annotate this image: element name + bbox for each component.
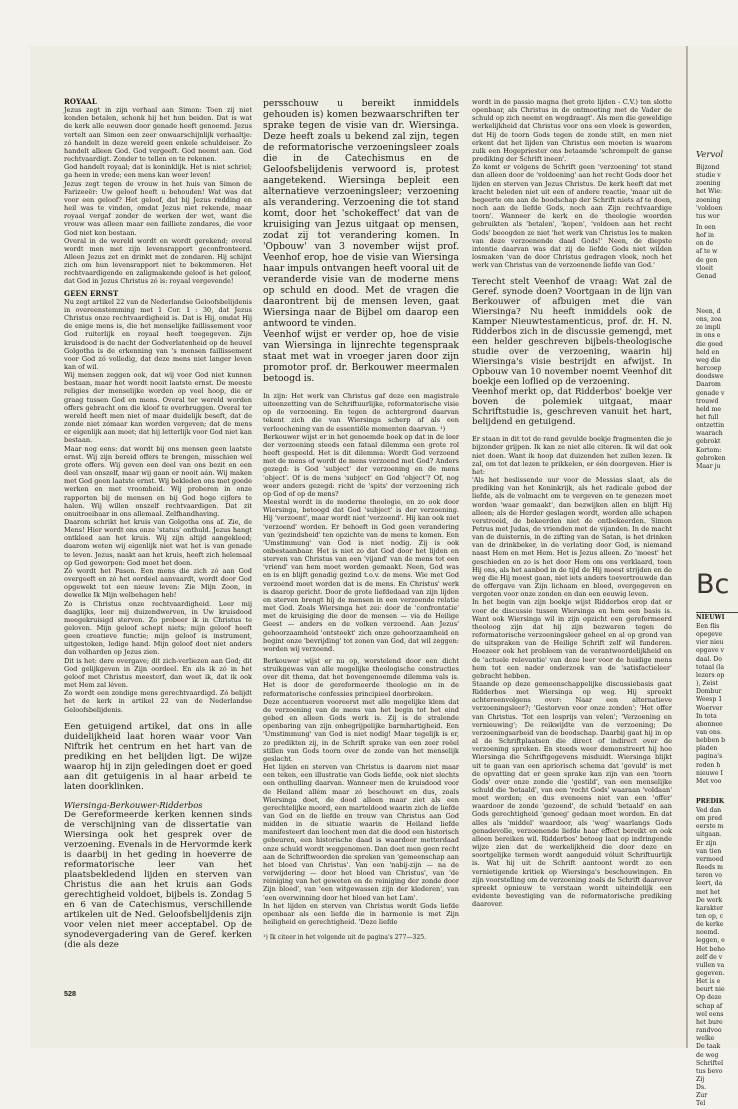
paragraph-large: De Gereformeerde kerken kennen sinds de verschijning van de dissertatie van Wiersinga ook het gesprek over de verzoening. Evenals in de Hervormde kerk is daarbij in het geding in hoeverre de reformatorische leer van het plaatsbekledend lijden en sterven van Christus die aan het kruis aan Gods gerechtigheid voldoet, bijbels is. Zondag 5 en 6 van de Catechismus, verschillende artikelen uit de Ned. Geloofsbelijdenis zijn voor velen niet meer acceptabel. Op de synodevergadering van de Geref. kerken (die als deze — [64, 809, 252, 950]
next-page-line: pladen — [696, 745, 718, 753]
next-page-line: het Wie: — [696, 188, 723, 196]
next-page-line: ten op, c — [696, 912, 724, 920]
footnote: ¹) Ik citeer in het volgende uit de pagina's 277—325. — [263, 934, 427, 942]
next-page-line: hof in — [696, 232, 714, 240]
next-page-line: held me — [696, 405, 722, 413]
next-page-line: Maar ju — [696, 462, 721, 470]
next-page-line: In tota — [696, 712, 717, 720]
next-page-line: ontzettin — [696, 422, 725, 430]
next-page-line: in ons e — [696, 332, 721, 340]
next-page-line: vier nieu — [696, 639, 724, 647]
next-page-line: pagina's — [696, 753, 723, 761]
next-page-line: zelf de v — [696, 953, 723, 961]
paragraph: Er staan in dit tot de rand gevulde boekje fragmenten die je bijzonder grijpen. Ik kan ze niet alle citeren. Ik wil dat ook niet doen. Want ik hoop dat duizenden het zullen lezen. Ik zal, om tot dat lezen te prikkelen, er één doorgeven. Hier is het: — [472, 435, 672, 476]
next-page-line: Zur — [696, 1092, 708, 1100]
next-page-large-title: Bc — [696, 569, 730, 600]
next-page-line: hercoep — [696, 365, 722, 373]
next-page-line: noemd. — [696, 929, 720, 937]
next-page-line: 'voldoen — [696, 204, 723, 212]
next-page-line: waarach — [696, 430, 723, 438]
next-page-line: de weg — [696, 1051, 719, 1059]
next-page-line: Daarom — [696, 381, 721, 389]
next-page-line: Genad — [696, 272, 717, 280]
paragraph: Zo is Christus onze rechtvaardigheid. Leer mij daaglijks, leer mij duizendwerven, in Uw kruisdood meegekruisigd sterven. Zo probeer ik in Christus te geloven. Mijn geloof schept niets; mijn geloof heeft geen creatieve functie; mijn geloof is instrument, uitgestoken, ledige hand. Mijn geloof doet niet anders dan volharden op Jezus zien. — [64, 599, 252, 657]
paragraph: In zijn: Het werk van Christus gaf deze een magistrale uiteenzetting van de Schriftuurlijke, reformatorische visie op de verzoening. En tegen de achtergrond daarvan tekent zich die van Wiersinga scherp af als een verloochening van de essentiële momenten daarvan. ¹) — [263, 392, 459, 433]
next-page-line: vermoed — [696, 855, 724, 863]
section-heading-wiersinga: Wiersinga-Berkouwer-Ridderbos — [64, 799, 203, 810]
next-page-line: ze impli — [696, 324, 721, 332]
column-right — [472, 98, 672, 908]
next-page-line: karakter — [696, 904, 723, 912]
next-page-line: tus bevo — [696, 1067, 723, 1075]
next-page-line: beurt nie — [696, 986, 725, 994]
question-paragraph: Terecht stelt Veenhof de vraag: Wat zal de Geref. synode doen? Voortgaan in de lijn van Berkouwer of afbuigen met die van Wiersinga? Nu heeft inmiddels ook de Kamper Nieuwtestamenticus, prof. dr. H. N. Ridderbos zich in de discussie gemengd, met een helder geschreven bijbels-theologische studie over de verzoening, waarin hij Wiersinga's visie bestrijdt en afwijst. In Opbouw van 10 november noemt Veenhof dit boekje een loflied op de verzoening. — [472, 277, 672, 388]
summary-paragraph: Een getuigend artikel, dat ons in alle duidelijkheid laat horen waar voor Van Niftrik het centrum en het hart van de prediking en het belijden ligt. De wijze waarop hij in zijn geledingen doet er goed aan dit getuigenis in al haar arbeid te laten doorklinken. — [64, 721, 252, 792]
paragraph: Nu zegt artikel 22 van de Nederlandse Geloofsbelijdenis in overeenstemming met 1 Cor. 1 : 30, dat Jezus Christus onze rechtvaardigheid is. Dat is Hij, omdat Hij de enige mens is, die het menselijke faillissement voor God ruiterlijk en royaal heeft toegegeven. Zijn kruisdood is de nacht der Godverlatenheid op de heuvel Golgotha is de erkenning van 's mensen faillissement voor God zó volledig, dat deze mens niet langer leven kan of wil. — [64, 297, 252, 371]
next-page-line: studie v — [696, 172, 721, 180]
paragraph: Wij mensen zeggen ook, dat wij voor God niet kunnen bestaan, maar het wordt nooit laatste ernst. De meeste religies der menselijke worden op veel hoop, die er graag tussen God en mens. Overal ter wereld worden offers gebracht om die kloof te overbruggen. Overal ter wereld heeft men niet of maar duidelijk beseft, dat de zonde niet zómaar kan worden vergeven; dat de mens er eigenlijk aan moet; dat hij letterlijk voor God niet kan bestaan. — [64, 371, 252, 445]
paragraph: Berkouwer wijst er in het genoemde boek op dat in de leer der verzoening steeds een fataal dilemma een grote rol heeft gespeeld. Het is dit dilemma: Wordt God verzoend met de mens of wordt de mens verzoend met God? Anders gezegd: is God 'subject' der verzoening en de mens 'object'. Of is de mens 'subject' en God 'object'? Of, nog weer anders gezegd: richt de 'spits' der verzoening zich op God of op de mens? — [263, 432, 459, 498]
column-left — [64, 98, 252, 950]
next-page-line: die goed — [696, 340, 723, 348]
next-page-line: Het is e — [696, 978, 721, 986]
next-page-line: van tien — [696, 847, 722, 855]
next-page-line: opegeve — [696, 631, 723, 639]
paragraph: Meestal wordt in de moderne theologie, en zo ook door Wiersinga, betoogd dat God 'subject' is der verzoening. Hij 'verzoent', maar wordt niet 'verzoend'. Hij kan ook niet 'verzoend' worden. Er behoeft in God geen verandering van 'gezindsheid' ten opzichte van de mens te komen. Een 'Umstimmung' van God is niet nodig. Zij is ook onbestaanbaar. Het is niet zo dat God door het lijden en sterven van Christus van een 'vijand' van de mens tot een 'vriend' van hem moet worden gemaakt. Neen, God was en is en blijft genadig gezind t.o.v. de mens. Wie met God verzoend moet worden dat is de mens. En Christus' werk is daarop gericht. Door de grote liefdedaad van zijn lijden en sterven brengt hij de mensen in een verzoende relatie met God. Zoals Wiersinga het zei: door de 'confrontatie' met de kruisiging die door de mensen — via de Heilige Geest — anders en de volken verzoend. Aan Jezus' gehoorzaamheid 'ontsteekt' zich onze gehoorzaamheid en begint onze 'bevrijding' tot zonen van God, dat wil zeggen: worden wij verzoend. — [263, 498, 459, 653]
next-page-line: Schriftel — [696, 1059, 724, 1067]
next-page-line: Met voo — [696, 777, 722, 785]
next-page-line: welke — [696, 1035, 715, 1043]
next-page-line: ons, zoa — [696, 316, 722, 324]
next-page-line: Op deze — [696, 994, 722, 1002]
next-page-line: Weesp 1 — [696, 696, 723, 704]
next-page-line: weg die — [696, 356, 721, 364]
next-page-line: af te w — [696, 248, 718, 256]
next-page-line: gebrokt — [696, 438, 721, 446]
next-page-line: Dombur — [696, 688, 722, 696]
next-page-line: het full — [696, 413, 719, 421]
paragraph: 'Als het beslissende uur voor de Messias slaat, als de prediking van het Koninkrijk, als het radicale gebod der liefde, als de volmacht om te vergeven en te genezen moet worden 'waar gemaakt', dan bezwijken allen en blijft Hij alleen; als de Herder geslagen wordt, worden alle schapen verstrooid, de bekeerden niet de ontbekeerden. Simon Petrus met Judas, de vrienden met de vijanden. In de macht van de duisternis, in de zifting van de Satan, is het drinken van de drinkbeker, in de verlating door God, is niemand naast Hem en met Hem. Het is Jezus alleen. Zo 'moest' het geschieden en zo is het door Hem om ons verklaard, toen Hij ons, als het aanbod in de tijd de Hij moest strijden en de weg die Hij moest gaan, niet iets anders toevertrouwde dan de offergave van Zijn lichaam en bloed, overgegeven en vergoten voor onze zonden en dan een eeuwig leven. — [472, 476, 672, 599]
page-number: 528 — [64, 989, 76, 998]
next-page-line: In een — [696, 224, 716, 231]
next-page-line: genade v — [696, 389, 725, 397]
next-page-line: van ons. — [696, 728, 722, 736]
nieuw-label: NIEUWI — [696, 614, 725, 621]
question-paragraph-2: Veenhof merkt op, dat Ridderbos' boekje ver boven de polemiek uitgaat, maar Schriftstudie is, geschreven vanuit het hart, belijdend en getuigend. — [472, 387, 672, 428]
paragraph: Overal in de wereld wordt en wordt gerekend; overal wordt men met zijn levensrapport geconfronteerd. Alleen Jezus zet en drinkt met de zondaren. Hij schijnt zich om hun levensrapport niet te bekommeren. Het rechtvaardigende en zaligmakende geloof is het geloof, dat God in Jezus Christus zó is: royaal vergevende! — [64, 236, 252, 286]
paragraph: Deze accentueren vooreerst met alle mogelijke klem dat de verzoening van de mens van het begin tot het eind gebed en alleen Gods werk is. Zij is de stralende openbaring van zijn onbegrijpelijke barmhartigheid. Een 'Umstimmung' van God is niet nodig! Maar tegelijk is er, zo predikten zij, in de Schrift sprake van een zeer reëel stillen van Gods toorn over de zonde van het menselijk geslacht. — [263, 697, 459, 763]
paragraph: Maar nog eens: dat wordt bij ons mensen geen laatste ernst. Wij zijn bereid offers te brengen, misschien wel grote offers. Wij geven een deel van ons bezit en een deel van onszelf, maar wij gaan er nooit aán. Wij maken met God geen laatste ernst. Wij bekleden ons met goede werken en met vroomheid. Wij proberen in onze rapporten bij de mensen en bij God hoge cijfers te halen. Wij willen onszelf rechtvaardigen. Dat zit onuitroeibaar in ons allemaal. Zelfhandhaving. — [64, 444, 252, 518]
next-page-line: eerste m — [696, 823, 724, 831]
next-page-line: ), Zeist — [696, 680, 718, 688]
next-page-line: Er zijn — [696, 839, 717, 847]
next-page-line: daal. Do — [696, 655, 722, 663]
next-page-line: Kortom: — [696, 446, 722, 454]
paragraph: Zo wordt een zondige mens gerechtvaardigd. Zó belijdt het de kerk in artikel 22 van de Nederlandse Geloofsbelijdenis. — [64, 689, 252, 714]
next-page-line: teren vo — [696, 872, 722, 880]
next-page-line: reden h — [696, 761, 721, 769]
paragraph: wordt in de passio magna (het grote lijden - C.V.) ten slotte openbaar, als Christus in de ontmoeting met de Vader de schuld op zich neemt en wegdraagt'. Als men die geweldige werkelijkheid dat Christus voor ons een vloek is geworden, dat Hij de toorn Gods tegen de zonde stilt, en men niet erkent dat het lijden van Christus een moeten is waarom zulk een Hogepriester ons betaamde 'schrompelt de ganse prediking der Schrift ineen'. — [472, 98, 672, 164]
column-middle — [263, 98, 459, 942]
paragraph: God handelt royaal; dat is koninklijk. Het is niet schriel; ga heen in vrede; een mens kan weer leven! — [64, 163, 252, 180]
next-page-line: Een flis — [696, 623, 720, 630]
section-heading-royaal: ROYAAL — [64, 97, 97, 106]
next-page-line: zoening — [696, 180, 721, 188]
paragraph: Dit is het: dere overgave; dit zich-verliezen aan God; dit God gelijkgeven in Zijn oordeel. En als ik zó in het geloof met Christus meesterf, dan weet ik, dat ik ook met Hem zal léven. — [64, 656, 252, 690]
next-page-line: uitgaan. — [696, 831, 722, 839]
next-page-line: met het — [696, 888, 721, 896]
paragraph: Zo komt er volgens de Schrift geen 'verzoening' tot stand dan alleen door de 'voldoening' aan het recht Gods door het lijden en sterven van Jezus Christus. De kerk heeft dat met kracht beleden niet uit een of andere reactie, 'maar uit de begeerte om aan de boodschap der Schrift niets af te doen, noch aan de liefde Gods, noch aan Zijn rechtvaardige toorn'. Wanneer de kerk en de theologie woorden gebruikten als 'betalen', 'kopen', 'voldoen aan het recht Gods' beoogden ze niet 'het werk van Christus los te maken van deze verzoenende daad Gods!' Neen, de diepste intentie daarvan was dat zij de liefde Gods niet wilden losmaken 'van de door Christus gedragen vloek, noch het werk van Christus van de verzoenende liefde van God.' — [472, 163, 672, 270]
next-page-line: De taak — [696, 1043, 721, 1051]
next-page-line: De werk — [696, 896, 723, 904]
next-page-line: held en — [696, 348, 720, 356]
paragraph: Jezus zegt in zijn verhaal aan Simon: Toen zij niet konden betalen, schonk hij het hun beiden. Dat is wat de kerk alle eeuwen door genade heeft genoemd. Jezus vertelt aan Simon een zeer onwaarschijnlijk verhaaltje: zó handelt in deze wereld geen enkele schuldeiser. Zo handelt alleen God. God vergeeft. God neemt aan. God rechtvaardigt. Zonder te tellen en te rekenen. — [64, 106, 252, 164]
next-page-line: leert, da — [696, 880, 723, 888]
next-page-line: randvoo — [696, 1027, 722, 1035]
section-heading-geen-ernst: GEEN ERNST — [64, 288, 119, 298]
paragraph: In het begin van zijn boekje wijst Ridderbos erop dat er voor de discussie tussen Wiersinga en hem een basis is. Want ook Wiersinga wil in zijn opzicht een gereformeerd theoloog zijn dat hij zijn bezwaren tegen de reformatorische verzoeningsleer geheel en al op grond van de uitspraken van de Heilige Schrift zelf wil funderen. Hoezeer ook het probleem van de verantwoordelijkheid en de 'actuele relevantie' van deze leer voor de huidige mens hem tot een nader onderzoek van de 'satisfactieleer' gebracht hebben. — [472, 598, 672, 680]
next-page-line: doodswe — [696, 373, 724, 381]
next-page-line: opgave v — [696, 647, 724, 655]
next-page-line: tus wor — [696, 212, 720, 220]
next-page-line: on de — [696, 240, 714, 248]
paragraph: Zó wordt het Pasen. Een mens die zich zó aan God overgeeft en zó het oordeel aanvaardt, wordt door God opgewekt tot een nieuw leven: Zie Mijn Zoon, in dewelke Ik Mijn welbehagen heb! — [64, 566, 252, 600]
next-page-line: de gen — [696, 256, 718, 264]
intro-paragraph: persschouw u bereikt inmiddels gehouden is) komen bezwaarschriften ter sprake tegen de visie van dr. Wiersinga. Deze heeft zoals u bekend zal zijn, tegen de reformatorische verzoeningsleer zoals die in de Catechismus en de Geloofsbelijdenis verwoord is, protest aangetekend. Wiersinga bepleit een alternatieve verzoeningsleer; verzoening als verandering. Verzoening die tot stand komt, door het 'schokeffect' dat van de kruisiging van Jezus uitgaat op mensen, zodat zij tot verandering komen. In 'Opbouw' van 3 november wijst prof. Veenhof erop, hoe de visie van Wiersinga haar impuls ontvangen heeft vooral uit de veranderde visie van de moderne mens op schuld en dood. Met de vragen die daarontrent bij de mensen leven, gaat Wiersinga naar de Bijbel om daarop een antwoord te vinden. — [263, 98, 459, 329]
next-page-line: Neen, d — [696, 308, 721, 315]
next-page-line: Reeds m — [696, 864, 723, 872]
next-page-line: hebben b — [696, 737, 726, 745]
next-page-line: Bijzond — [696, 164, 720, 171]
paragraph: Berkouwer wijst er nu op, worstelend door een dicht struikgewas van alle mogelijke theologische constructies over dit thema, dat het bovengenoemde dilemma vals is. Het is door de gereformeerde theologie en in de reformatorische confessies principieel doorbroken. — [263, 657, 459, 698]
next-page-line: Zij — [696, 1075, 705, 1083]
divider — [696, 612, 738, 613]
next-page-line: om pred — [696, 815, 723, 823]
next-page-line: lezers op — [696, 671, 725, 679]
paragraph: Het lijden en sterven van Christus is daarom niet maar een teken, een illustratie van Gods liefde, ook niet slechts een onthulling daarvan. Wanneer men de kruisdood voor de Heiland allém maar zó beschouwt en dus, zoals Wiersinga doet, de dood alleen maar ziet als een gerechtelijke moord, een marteldood waarin zich de liefde van God en de liefde en trouw van Christus aan God midden in de situatie waarin de Heiland liefde manifesteert dan loochent men dat die dood een historisch gebeuren, een historische daad is waardoor metterdaad onze schuld wordt weggenomen. Dan doet men geen recht aan de Schriftwoorden die spreken van 'gemeenschap aan het bloed van Christus'. Van een 'nabij-zijn — na de verwijdering — door het bloed van Christus', van 'de reiniging van het geweten en de reiniging der zonde door Zijn bloed', van 'een witgewassen zijn der klederen', van 'een overwinning door het bloed van het Lam'. — [263, 763, 459, 902]
next-page-line: zoening — [696, 196, 721, 204]
paragraph: Daarom schrikt het kruis van Golgotha ons af. Zie, de Mens! Hier wordt ons onze 'status' onthuld. Jezus hangt ontkleed aan het kruis. Wij zijn altijd aangekleed; daarom weten wij eigenlijk niet wat het is van genade te leven. Jezus, naakt aan het kruis, heeft zich helemaal op God geworpen: God moet het doen. — [64, 517, 252, 567]
paragraph: Jezus zegt tegen de vrouw in het huis van Simon de Farizeeër: Uw geloof heeft u behouden! Wat was dat voor een geloof? Het geloof, dat bij Jezus redding en heil was te vinden, omdat Jezus niet rekende, maar royaal vergaf zonder de werken der wet, want die vrouw was alleen maar een failliete zondares, die voor God niet kon bestaan. — [64, 179, 252, 237]
next-page-line: abonnee — [696, 720, 723, 728]
prediking-label: PREDIK — [696, 798, 725, 805]
next-page-line: de kerke — [696, 921, 724, 929]
next-page-line: totaal (la — [696, 663, 725, 671]
next-page-edge — [688, 46, 738, 1108]
next-page-line: gegeven. — [696, 970, 725, 977]
next-page-line: vloeit — [696, 264, 714, 272]
next-page-line: wel eens — [696, 1010, 724, 1018]
next-page-line: schap af — [696, 1002, 723, 1010]
intro-paragraph-2: Veenhof wijst er verder op, hoe de visie van Wiersinga in lijnrechte tegenspraak staat met wat in vroeger jaren door zijn promotor prof. dr. Berkouwer meermalen betoogd is. — [263, 329, 459, 384]
next-page-line: het bure — [696, 1018, 723, 1026]
next-page-line: vullen va — [696, 961, 725, 969]
next-page-heading: Vervol — [696, 150, 724, 160]
next-page-line: Tel — [696, 1100, 706, 1108]
paragraph: In het lijden en sterven van Christus wordt Gods liefde openbaar als een liefde die in harmonie is met Zijn heiligheid en gerechtigheid. 'Deze liefde — [263, 901, 459, 926]
next-page-line: Ved dan — [696, 807, 722, 814]
next-page-line: leggen, e — [696, 937, 725, 945]
next-page-line: Het beho — [696, 945, 725, 953]
next-page-line: Ds. — [696, 1084, 707, 1092]
next-page-line: gebroken — [696, 454, 726, 462]
next-page-line: trouwd — [696, 397, 719, 405]
next-page-line: Woerver — [696, 704, 723, 712]
paragraph: Staande op deze gemeenschappelijke discussiebasis gaat Ridderbos met Wiersinga op weg. Hij spreekt achtereenvolgens over: Naar een alternatieve verzoeningsleer?; 'Gestorven voor onze zonden'; 'Het offer van Christus. 'Tot een losprijs van velen'; 'Verzoening en vernieuwing'; De reikwijdte van de verzoening; De verzoeningsarbeid van de boodschap. Daarbij gaat hij in op al de Schriftplaatsen die direct of indirect over de verzoening spreken. En steeds weer demonstreert hij hoe Wiersinga die Schriftgegevens misduidt. Wiersinga blijkt uit te gaan van een apriorisch schema dat 'gevuld' is met de opvatting dat er geen sprake kan zijn van een 'toorn Gods' over onze zonde die 'gestild', van een menselijke schuld die 'betaald', van een 'recht Gods' waaraan 'voldaan' moet worden; en dus eveneens niet van een 'offer' waardoor de zonde 'gezoend', de schuld 'betaald' en aan Gods gerechtigheid 'genoeg' gedaan moet worden. En dat alles als 'middel' waardoor, als 'weg' waarlangs Gods genadevolle, verzoenende liefde haar effect bereikt en ook alleen bereiken wil. Ridderbos' betoog laat op indringende wijze zien dat de werkelijkheid die door deze en soortgelijke termen wordt aangeduid vóluit Schriftuurlijk is. Wat hij uit de Schrift aantoont wordt zo een vernietigende kritiek op Wiersinga's beschouwingen. En zijn voorstelling om de verzoening zoals de Schrift daarover spreekt opnieuw te verstaan wordt uiteindelijk een evidente bevestiging van de reformatorische prediking daarover. — [472, 679, 672, 909]
next-page-line: nieuwe I — [696, 769, 723, 777]
